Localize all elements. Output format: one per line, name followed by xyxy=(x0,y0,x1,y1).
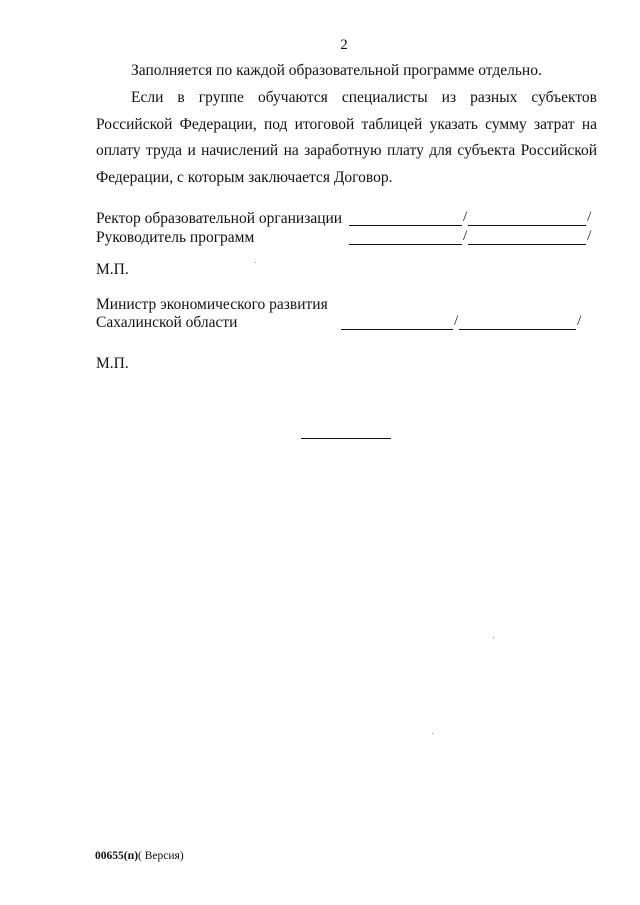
footer-code: 00655(п) xyxy=(95,850,139,862)
signature-label-program-head: Руководитель программ xyxy=(96,229,255,246)
signature-line-program-head xyxy=(349,228,591,245)
signature-blank xyxy=(349,230,462,245)
stamp-place-label: М.П. xyxy=(96,261,129,278)
page-number: 2 xyxy=(340,37,348,53)
stamp-place-label: М.П. xyxy=(96,355,129,372)
signature-blank xyxy=(349,211,462,226)
signature-line-minister xyxy=(341,313,581,330)
name-blank xyxy=(459,315,576,330)
instruction-paragraph-1: Заполняется по каждой образовательной программе отдельно. xyxy=(131,62,542,79)
scan-speck xyxy=(255,262,256,263)
name-blank xyxy=(468,230,586,245)
instruction-paragraph-2: Если в группе обучаются специалисты из разных субъектов Российской Федерации, под итоговой таблицей указать сумму затрат на оплату труда и начислений на заработную плату для субъекта Российской Федерации, с которым заключается Договор. xyxy=(96,89,597,186)
signature-end: / xyxy=(577,313,582,329)
signature-end: / xyxy=(587,228,592,244)
signature-label-minister-line2: Сахалинской области xyxy=(96,314,238,331)
signature-separator: / xyxy=(463,228,468,244)
end-of-document-rule xyxy=(301,438,391,439)
footer-document-code xyxy=(95,850,184,862)
signature-label-rector: Ректор образовательной организации xyxy=(96,210,343,227)
signature-label-minister-line1: Министр экономического развития xyxy=(96,296,328,313)
signature-line-rector xyxy=(349,209,591,226)
signature-separator: / xyxy=(454,313,459,329)
scan-speck xyxy=(432,733,433,734)
signature-blank xyxy=(341,315,453,330)
signature-end: / xyxy=(587,209,592,225)
scan-speck xyxy=(493,637,494,638)
signature-separator: / xyxy=(463,209,468,225)
name-blank xyxy=(468,211,586,226)
footer-version: ( Версия) xyxy=(138,850,184,862)
